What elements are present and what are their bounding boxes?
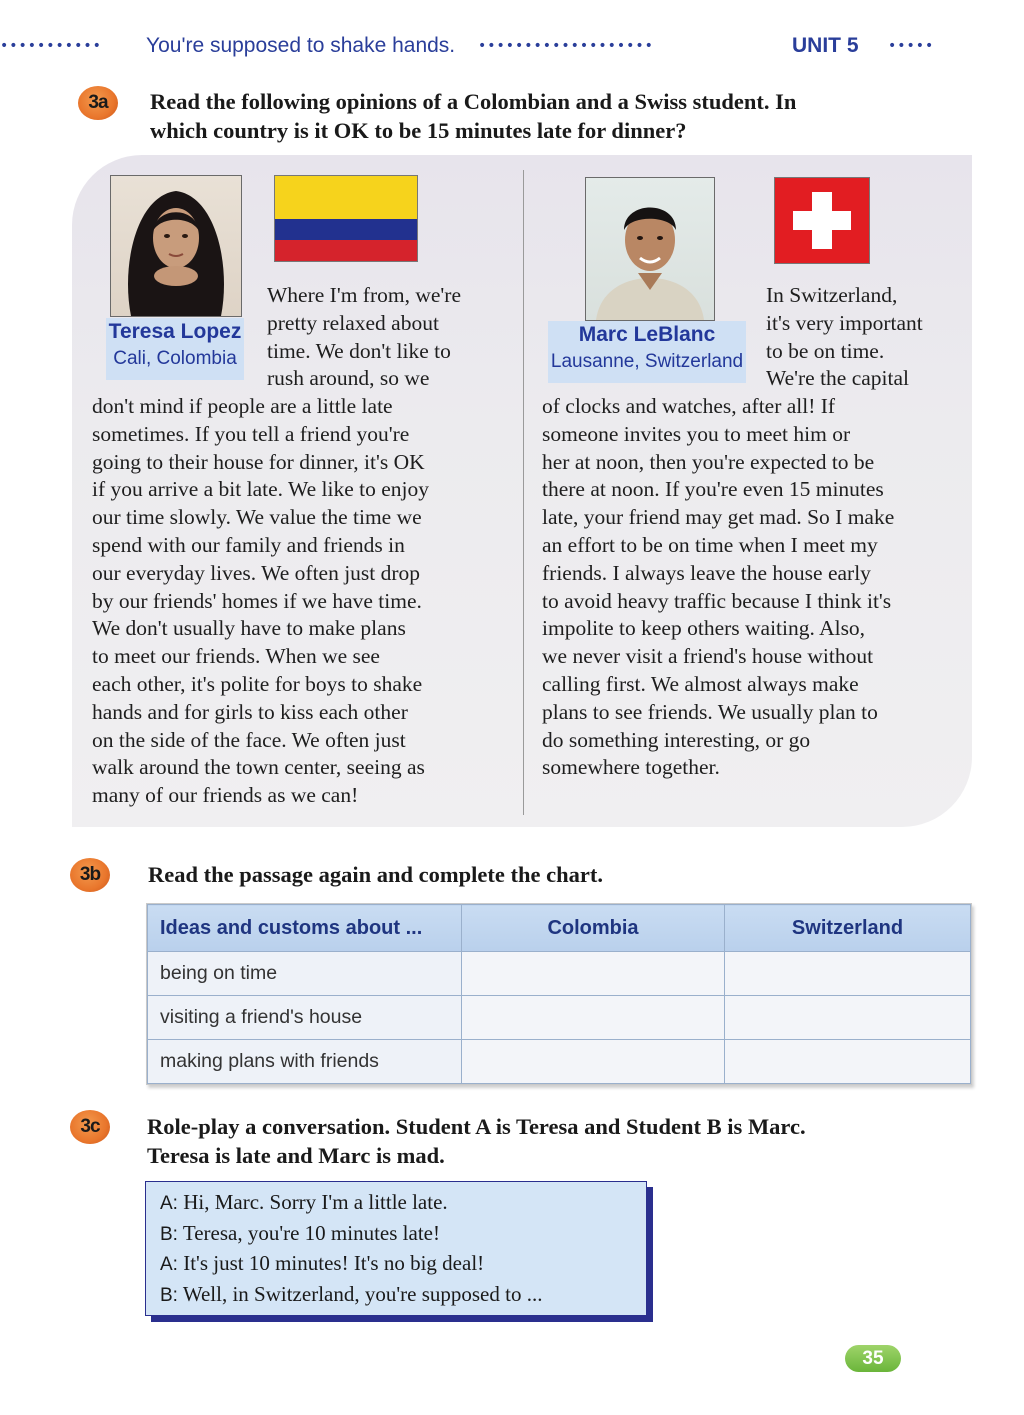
dialogue-text: Well, in Switzerland, you're supposed to ... [182, 1281, 543, 1306]
dialogue-speaker: A: [160, 1254, 178, 1275]
dialogue-line [146, 1280, 646, 1311]
instruction-3a-line1: Read the following opinions of a Colombian and a Swiss student. In [150, 89, 797, 114]
chart-row-label: being on time [148, 952, 462, 996]
dialogue-speaker: B: [160, 1284, 178, 1306]
teresa-place: Cali, Colombia [113, 348, 237, 369]
chart-cell-colombia[interactable] [462, 996, 725, 1040]
marc-photo [585, 177, 715, 321]
chart-header-switzerland: Switzerland [725, 905, 971, 952]
dialogue-line [146, 1188, 646, 1219]
table-row [148, 952, 971, 996]
instruction-3c-line1: Role-play a conversation. Student A is Teresa and Student B is Marc. [147, 1114, 806, 1139]
chart-header-colombia: Colombia [462, 905, 725, 952]
chart-row-label: making plans with friends [148, 1040, 462, 1084]
chart-cell-switzerland[interactable] [725, 952, 971, 996]
header-dots-left: ••••••••••• [0, 38, 102, 54]
customs-chart [146, 903, 972, 1085]
teresa-portrait-icon [111, 176, 241, 316]
teresa-name-box [106, 318, 244, 380]
chart-cell-colombia[interactable] [462, 952, 725, 996]
dialogue-speaker: A: [160, 1193, 178, 1214]
marc-name-box [548, 321, 746, 383]
header-dots-right: ••••• [888, 38, 935, 54]
badge-3a: 3a [78, 86, 118, 120]
instruction-3a [150, 87, 796, 145]
table-row [148, 996, 971, 1040]
dialogue-line [146, 1249, 646, 1280]
switzerland-flag-icon [774, 177, 870, 264]
page-number: 35 [845, 1345, 901, 1372]
dialogue-line [146, 1219, 646, 1250]
marc-place: Lausanne, Switzerland [550, 351, 744, 372]
dialogue-text: It's just 10 minutes! It's no big deal! [183, 1251, 485, 1275]
instruction-3c [147, 1112, 806, 1170]
chart-cell-switzerland[interactable] [725, 996, 971, 1040]
teresa-photo [110, 175, 242, 317]
chart-cell-switzerland[interactable] [725, 1040, 971, 1084]
chart-cell-colombia[interactable] [462, 1040, 725, 1084]
marc-body-text: of clocks and watches, after all! If someone invites you to meet him or her at noon, then you're expected to be there at noon. If you're even 15 minutes late, your friend may get mad. So I make an effort to be on time when I meet my friends. I always leave the house early to avoid heavy traffic because I think it's impolite to keep others waiting. Also, we never visit a friend's house without calling first. We almost always make plans to see friends. We usually plan to do something interesting, or go somewhere together. [542, 394, 895, 780]
teresa-intro-text: Where I'm from, we're pretty relaxed about time. We don't like to rush around, so we [267, 283, 461, 391]
badge-3c: 3c [70, 1110, 110, 1144]
header-dots-mid: ••••••••••••••••••• [478, 38, 654, 54]
dialogue-speaker: B: [160, 1223, 178, 1245]
marc-name: Marc LeBlanc [578, 323, 716, 346]
teresa-name: Teresa Lopez [108, 320, 242, 343]
instruction-3a-line2: which country is it OK to be 15 minutes late for dinner? [150, 118, 687, 143]
running-header-title: You're supposed to shake hands. [146, 34, 456, 57]
unit-label: UNIT 5 [792, 34, 859, 57]
marc-portrait-icon [586, 178, 714, 320]
teresa-body-text: don't mind if people are a little late sometimes. If you tell a friend you're going to their house for dinner, it's OK if you arrive a bit late. We like to enjoy our time slowly. We value the time we spend with our family and friends in our everyday lives. We often just drop by our friends' homes if we have time. We don't usually have to make plans to meet our friends. When we see each other, it's polite for boys to shake hands and for girls to kiss each other on the side of the face. We often just walk around the town center, seeing as many of our friends as we can! [92, 394, 429, 808]
chart-row-label: visiting a friend's house [148, 996, 462, 1040]
marc-intro-text: In Switzerland, it's very important to be on time. We're the capital [766, 283, 923, 391]
instruction-3c-line2: Teresa is late and Marc is mad. [147, 1143, 445, 1168]
table-row [148, 1040, 971, 1084]
dialogue-text: Hi, Marc. Sorry I'm a little late. [183, 1190, 448, 1214]
dialogue-text: Teresa, you're 10 minutes late! [182, 1220, 440, 1245]
chart-header-ideas: Ideas and customs about ... [148, 905, 462, 952]
instruction-3b: Read the passage again and complete the chart. [148, 862, 603, 887]
colombia-flag-icon [274, 175, 418, 262]
badge-3b: 3b [70, 858, 110, 892]
panel-divider [523, 170, 524, 815]
dialogue-box [145, 1181, 647, 1316]
